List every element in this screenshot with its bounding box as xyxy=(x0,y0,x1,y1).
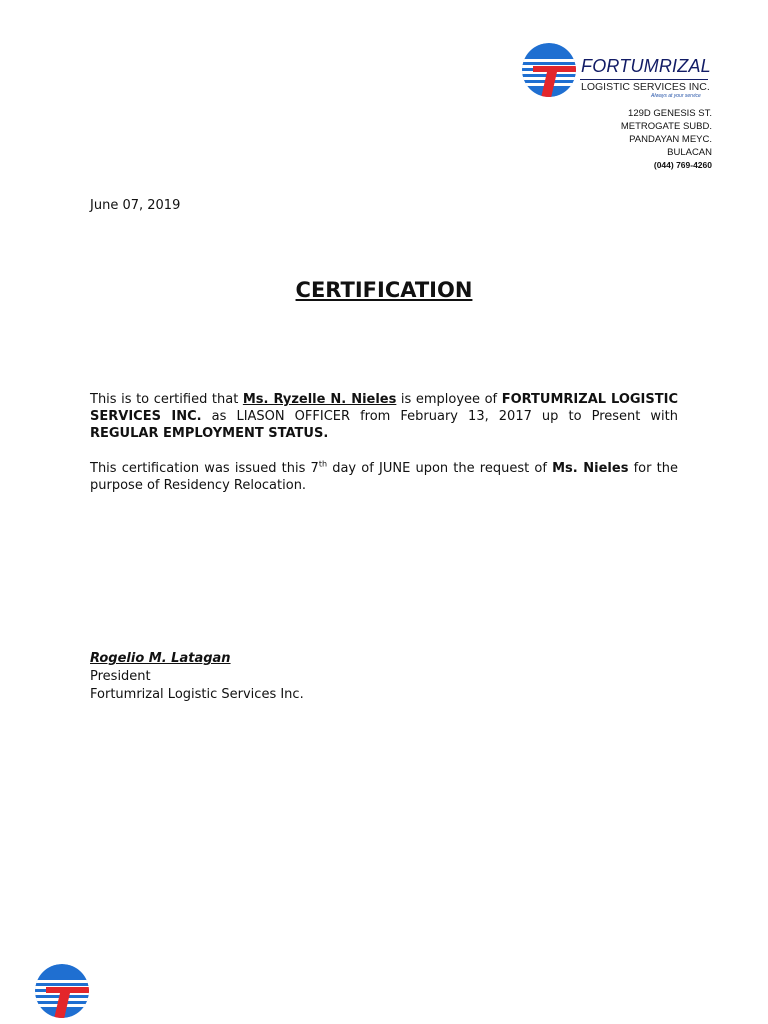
footer-logo xyxy=(34,963,90,1019)
address-line: BULACAN xyxy=(667,147,712,158)
company-logo xyxy=(521,42,577,98)
letter-date: June 07, 2019 xyxy=(90,198,181,213)
address-line: 129D GENESIS ST. xyxy=(628,108,712,119)
text: as LIASON OFFICER from February 13, 2017 up to Present with xyxy=(201,409,678,424)
employment-status: REGULAR EMPLOYMENT STATUS. xyxy=(90,426,329,441)
body-paragraph-2 xyxy=(90,460,678,494)
text: This is to certified that xyxy=(90,392,243,407)
company-name: FORTUMRIZAL xyxy=(581,56,711,76)
company-subtitle: LOGISTIC SERVICES INC. xyxy=(581,81,710,93)
address-line: METROGATE SUBD. xyxy=(620,121,712,132)
signatory-name: Rogelio M. Latagan xyxy=(90,651,231,666)
logo-icon xyxy=(521,42,577,98)
text: for the purpose of Residency Relocation. xyxy=(90,461,678,493)
logo-icon xyxy=(34,963,90,1019)
ordinal-suffix: th xyxy=(318,459,328,469)
document-title: CERTIFICATION xyxy=(295,278,473,302)
text: is employee of xyxy=(396,392,502,407)
text: day of JUNE upon the request of xyxy=(327,461,553,476)
employer-name: FORTUMRIZAL LOGISTIC SERVICES INC. xyxy=(90,392,678,424)
company-address xyxy=(621,107,712,172)
company-tagline: Always at your service xyxy=(651,93,701,99)
text: This certification was issued this 7 xyxy=(90,461,319,476)
requester-name: Ms. Nieles xyxy=(552,461,629,476)
company-phone: (044) 769-4260 xyxy=(653,160,712,170)
signature-block xyxy=(90,650,304,704)
body-paragraph-1 xyxy=(90,391,678,442)
address-line: PANDAYAN MEYC. xyxy=(629,134,712,145)
signatory-company: Fortumrizal Logistic Services Inc. xyxy=(90,687,304,702)
signatory-position: President xyxy=(90,669,151,684)
company-name-rule xyxy=(580,79,708,80)
employee-name: Ms. Ryzelle N. Nieles xyxy=(242,392,397,407)
